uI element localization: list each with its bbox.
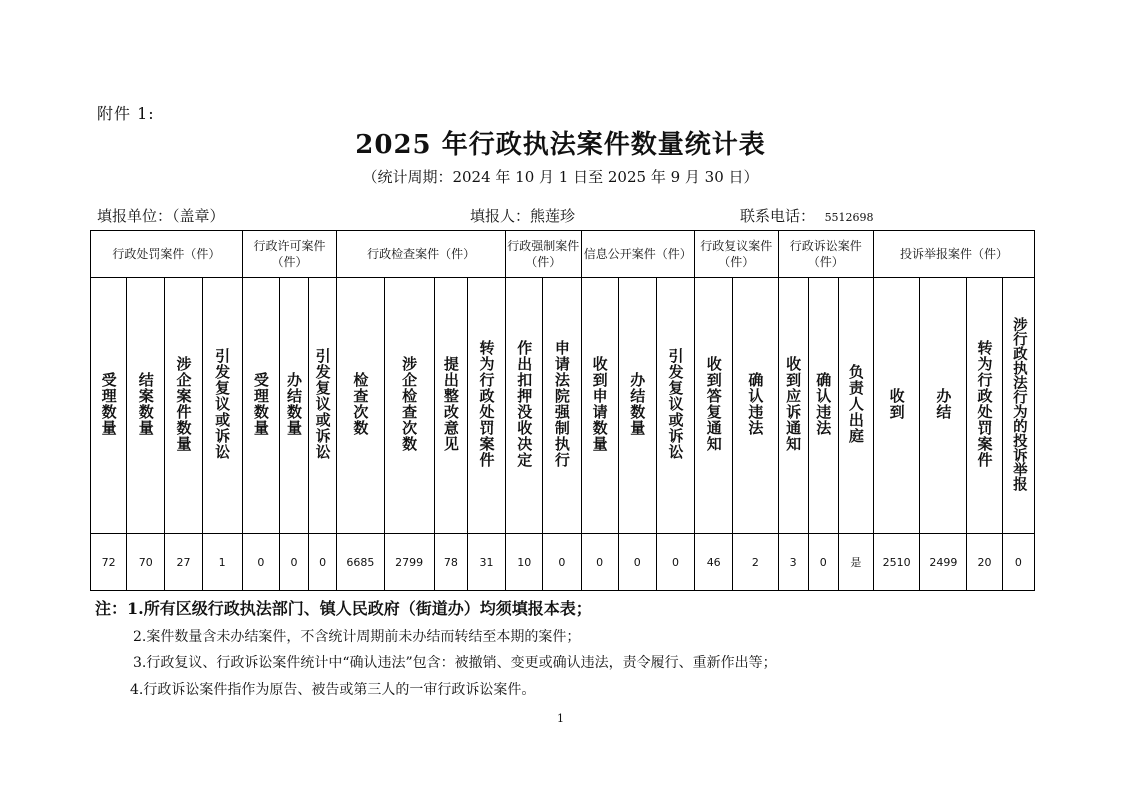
- column-header: 收到申请数量: [581, 278, 618, 534]
- group-admin-reconsideration: 行政复议案件（件）: [695, 231, 778, 278]
- column-header: 引发复议或诉讼: [309, 278, 337, 534]
- table-cell: 3: [778, 534, 808, 591]
- group-info-disclosure: 信息公开案件（件）: [581, 231, 695, 278]
- table-cell: 0: [1002, 534, 1034, 591]
- column-header: 收到答复通知: [695, 278, 733, 534]
- table-cell: 0: [242, 534, 279, 591]
- table-cell: 20: [967, 534, 1002, 591]
- column-header: 引发复议或诉讼: [656, 278, 694, 534]
- table-cell: 72: [91, 534, 127, 591]
- phone-value: 5512698: [824, 211, 874, 224]
- group-admin-inspection: 行政检查案件（件）: [337, 231, 506, 278]
- group-admin-license: 行政许可案件（件）: [242, 231, 337, 278]
- column-header: 收到: [874, 278, 920, 534]
- table-cell: 2799: [384, 534, 434, 591]
- table-cell: 0: [808, 534, 838, 591]
- statistics-period: （统计周期：2024 年 10 月 1 日至 2025 年 9 月 30 日）: [362, 168, 759, 186]
- table-cell: 78: [434, 534, 467, 591]
- column-header: 办结: [920, 278, 967, 534]
- column-header: 办结数量: [279, 278, 308, 534]
- table-cell: 0: [309, 534, 337, 591]
- table-cell: 1: [202, 534, 242, 591]
- note-4: 4.行政诉讼案件指作为原告、被告或第三人的一审行政诉讼案件。: [130, 682, 536, 698]
- column-header: 办结数量: [618, 278, 656, 534]
- column-header: 确认违法: [733, 278, 778, 534]
- note-1: 注：1.所有区级行政执法部门、镇人民政府（街道办）均须填报本表；: [95, 599, 592, 618]
- note-2: 2.案件数量含未办结案件，不含统计周期前未办结而转结至本期的案件；: [133, 629, 581, 645]
- filler-name: 熊莲珍: [530, 207, 576, 225]
- table-cell: 6685: [337, 534, 384, 591]
- group-admin-penalty: 行政处罚案件（件）: [91, 231, 243, 278]
- reporting-unit-label: 填报单位：（盖章）: [97, 207, 225, 225]
- table-cell: 0: [279, 534, 308, 591]
- column-header: 涉行政执法行为的投诉举报: [1002, 278, 1034, 534]
- table-cell: 27: [165, 534, 202, 591]
- table-cell: 是: [838, 534, 873, 591]
- table-cell: 0: [656, 534, 694, 591]
- column-header: 检查次数: [337, 278, 384, 534]
- column-header: 作出扣押没收决定: [506, 278, 543, 534]
- column-header: 引发复议或诉讼: [202, 278, 242, 534]
- page-title: 2025 年行政执法案件数量统计表: [355, 130, 766, 160]
- column-header: 提出整改意见: [434, 278, 467, 534]
- group-admin-enforcement: 行政强制案件（件）: [506, 231, 581, 278]
- table-cell: 0: [543, 534, 581, 591]
- column-header: 受理数量: [242, 278, 279, 534]
- filler-label: 填报人：: [470, 207, 531, 225]
- phone-label: 联系电话：: [740, 207, 816, 225]
- column-header: 转为行政处罚案件: [967, 278, 1002, 534]
- statistics-table: [90, 230, 1035, 591]
- note-3: 3.行政复议、行政诉讼案件统计中“确认违法”包含：被撤销、变更或确认违法，责令履行、重新作出等；: [133, 655, 777, 671]
- column-header: 收到应诉通知: [778, 278, 808, 534]
- column-header: 转为行政处罚案件: [467, 278, 505, 534]
- column-header: 负责人出庭: [838, 278, 873, 534]
- column-header: 涉企检查次数: [384, 278, 434, 534]
- attachment-label: 附件 1:: [97, 104, 155, 123]
- table-cell: 0: [581, 534, 618, 591]
- table-cell: 46: [695, 534, 733, 591]
- page-number: 1: [557, 712, 564, 725]
- column-header: 确认违法: [808, 278, 838, 534]
- column-header: 涉企案件数量: [165, 278, 202, 534]
- table-cell: 10: [506, 534, 543, 591]
- table-cell: 2499: [920, 534, 967, 591]
- column-header: 受理数量: [91, 278, 127, 534]
- table-cell: 70: [127, 534, 165, 591]
- group-complaints: 投诉举报案件（件）: [874, 231, 1035, 278]
- column-header: 申请法院强制执行: [543, 278, 581, 534]
- filler-field: [470, 205, 575, 226]
- table-cell: 2: [733, 534, 778, 591]
- table-cell: 2510: [874, 534, 920, 591]
- table-cell: 31: [467, 534, 505, 591]
- phone-field: [740, 205, 874, 226]
- table-row: [91, 534, 1035, 591]
- table-cell: 0: [618, 534, 656, 591]
- column-header: 结案数量: [127, 278, 165, 534]
- group-admin-litigation: 行政诉讼案件（件）: [778, 231, 873, 278]
